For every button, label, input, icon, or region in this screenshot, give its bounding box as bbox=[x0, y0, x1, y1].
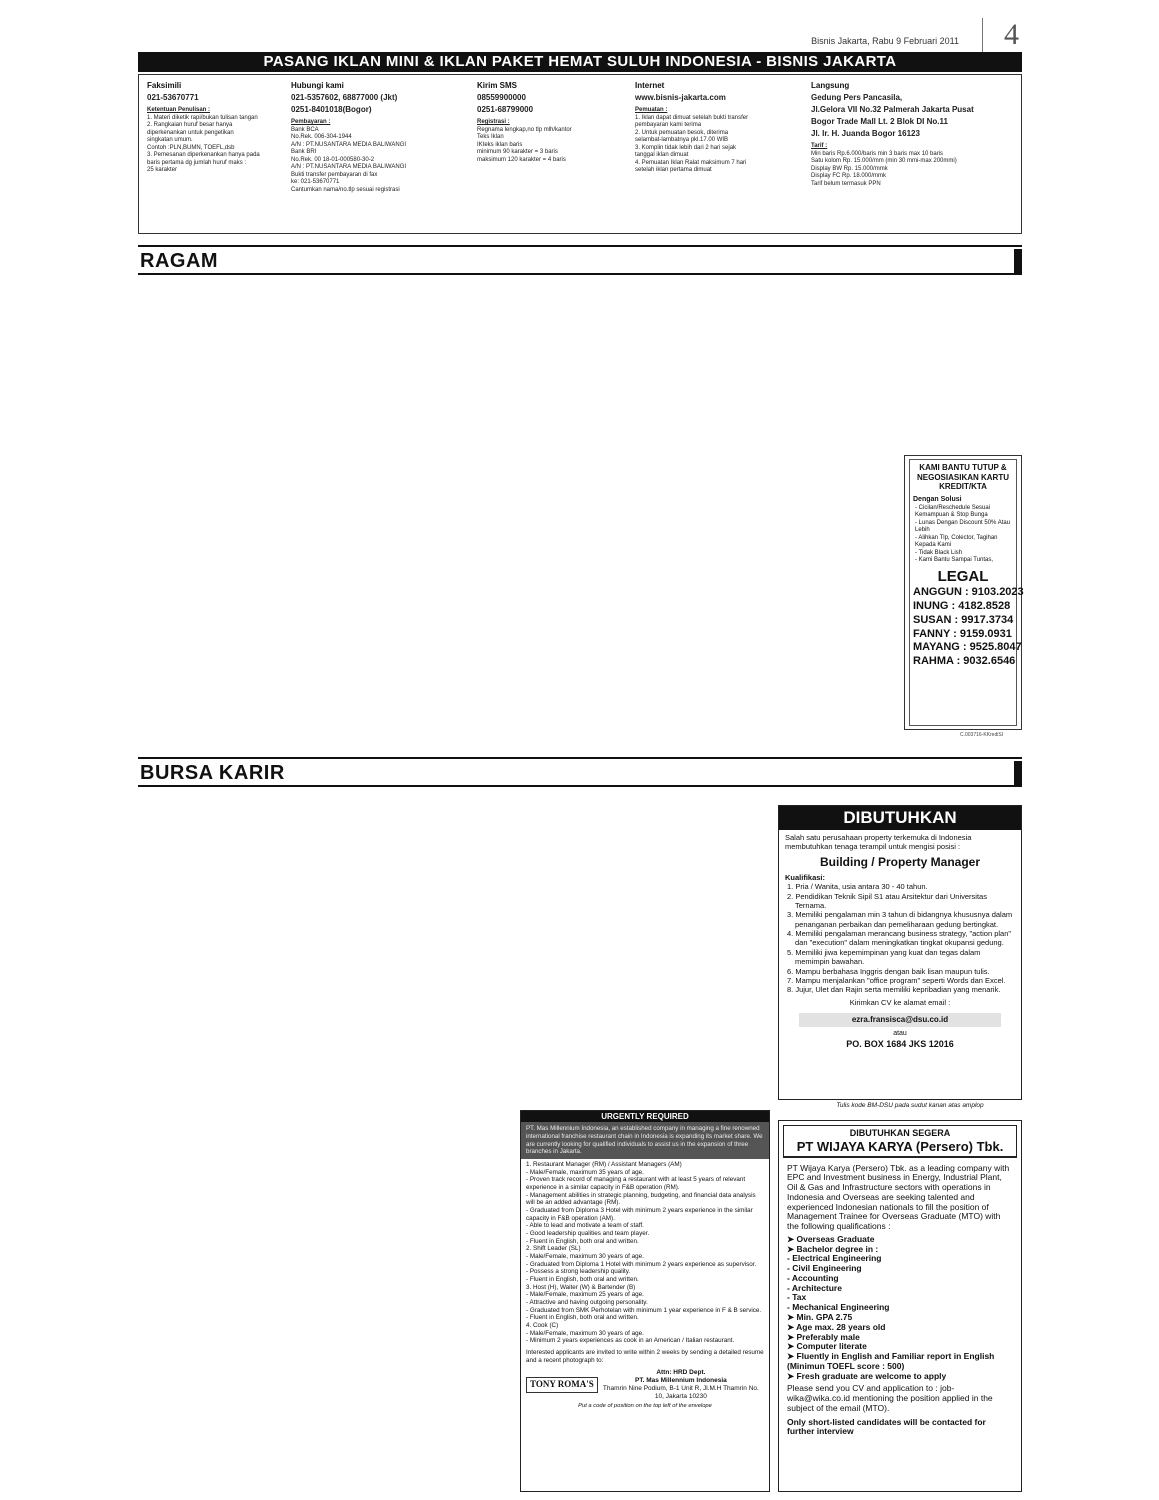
sms-rule: IKteks iklan baris bbox=[477, 141, 523, 148]
rate-line: Display FC Rp. 18.000/mmk bbox=[811, 173, 887, 179]
ragam-section-header: RAGAM bbox=[138, 245, 1022, 275]
wika-qualifications bbox=[779, 1234, 1021, 1382]
wika-ad: DIBUTUHKAN SEGERA PT WIJAYA KARYA (Persero) Tbk. PT Wijaya Karya (Persero) Tbk. as a leading company with EPC and Investment business in Energy, Industrial Plant, Oil & Gas and Infrastructure sectors with operations in Indonesia and Overseas are seeking talented and experienced Indonesian nationals to fill the position of Management Trainee for Overseas Graduate (MTO) with the following qualifications : ➤ Overseas Graduate ➤ Bachelor degree in : - Electrical Engineering - Civil Engineering - Accounting - Architecture - Tax - Mechanical Engineering ➤ Min. GPA 2.75 ➤ Age max. 28 years old ➤ Preferably male ➤ Computer literate ➤ Fluently in English and Familiar report in English (Minimun TOEFL score : 500) ➤ Fresh graduate are welcome to apply Please send you CV and application to : job-wika@wika.co.id mentioning the position applied in the subject of the email (MTO). Only short-listed candidates will be contacted for further interview bbox=[778, 1120, 1022, 1492]
urgent-restaurant-ad: URGENTLY REQUIRED PT. Mas Millennium Indonesia, an established company in managing a fine renowned international franchise restaurant chain in Indonesia is expanding its market share. We are currently looking for qualified individuals to assist us in the expansion of three branches in Jakarta. 1. Restaurant Manager (RM) / Assistant Managers (AM) - Male/Female, maximum 35 years of age. - Proven track record of managing a restaurant with at least 5 years of relevant experience in a similar capacity in F&B operation (RM). - Management abilities in strategic planning, budgeting, and financial data analysis will be an added advantage (RM). - Graduated from Diploma 3 Hotel with minimum 2 years experience in the similar capacity in F&B operation (AM). - Able to lead and motivate a team of staff. - Good leadership qualities and team player. - Fluent in English, both oral and written. 2. Shift Leader (SL) - Male/Female, maximum 30 years of age. - Graduated from Diploma 1 Hotel with minimum 2 years experience as supervisor. - Possess a strong leadership quality. - Fluent in English, both oral and written. 3. Host (H), Waiter (W) & Bartender (B) - Male/Female, maximum 25 years of age. - Attractive and having outgoing personality. - Graduated from SMK Perhotelan with minimum 1 year experience in F & B service. - Fluent in English, both oral and written. 4. Cook (C) - Male/Female, maximum 30 years of age. - Minimum 2 years experiences as cook in an American / Italian restaurant. Interested applicants are invited to write within 2 weeks by sending a detailed resume and a recent photograph to: TONY ROMA'S Attn: HRD Dept. PT. Mas Millennium Indonesia Thamrin Nine Podium, B-1 Unit R, Jl.M.H Thamrin No. 10, Jakarta 10230 Put a code of position on the top left of the envelope bbox=[520, 1110, 770, 1492]
promo-phone: SUSAN : 9917.3734 bbox=[913, 613, 1014, 626]
promo-item: - Kami Bantu Sampai Tuntas, bbox=[915, 557, 994, 564]
qualification-item: 5. Memiliki jiwa kepemimpinan yang kuat dan tegas dalam memimpin bawahan. bbox=[787, 947, 981, 967]
fax-rule: 25 karakter bbox=[147, 167, 178, 173]
payment-line: ke: 021-53670771 bbox=[291, 179, 340, 185]
rates-list bbox=[811, 151, 1019, 189]
urgent-item: - Graduated from Diploma 1 Hotel with minimum 2 years experience as supervisor. bbox=[526, 1260, 757, 1268]
fax-rule: diperkenankan untuk pengetikan bbox=[147, 129, 234, 136]
section-header-block bbox=[1014, 249, 1022, 273]
urgent-item: 3. Host (H), Waiter (W) & Bartender (B) bbox=[526, 1283, 636, 1291]
urgent-item: 2. Shift Leader (SL) bbox=[526, 1245, 581, 1253]
office-address: Jl.Gelora VII No.32 Palmerah Jakarta Pusat bbox=[811, 105, 974, 114]
website-link[interactable]: www.bisnis-jakarta.com bbox=[635, 93, 726, 102]
wika-item: ➤ Fresh graduate are welcome to apply bbox=[787, 1370, 947, 1381]
credit-card-promo: KAMI BANTU TUTUP & NEGOSIASIKAN KARTU KREDIT/KTA Dengan Solusi - Cicilan/Reschedule Sesuai Kemampuan & Stop Bunga - Lunas Dengan Discount 50% Atau Lebih - Alihkan Tlp, Colector, Tagihan Kepada Kami - Tidak Black Lish - Kami Bantu Sampai Tuntas, LEGAL ANGGUN : 9103.2023 INUNG : 4182.8528 SUSAN : 9917.3734 FANNY : 9159.0931 MAYANG : 9525.8047 RAHMA : 9032.6546 bbox=[904, 455, 1022, 730]
urgent-item: - Fluent in English, both oral and written. bbox=[526, 1276, 639, 1284]
envelope-note: Tulis kode BM-DSU pada sudut kanan atas amplop bbox=[836, 1102, 984, 1109]
payment-line: Bank BRI bbox=[291, 149, 317, 155]
payment-line: Bukti transfer pembayaran di fax bbox=[291, 171, 378, 178]
promo-phone: ANGGUN : 9103.2023 bbox=[913, 586, 1024, 599]
sms-rule: maksimum 120 karakter = 4 baris bbox=[477, 156, 566, 163]
internet-rule: selambat-lambatnya pkl.17.00 WIB bbox=[635, 137, 729, 143]
urgent-item: - Graduated from SMK Perhotelan with minimum 1 year experience in F & B service. bbox=[526, 1306, 762, 1314]
urgent-position-list bbox=[521, 1159, 769, 1347]
internet-rule: tanggal iklan dimuat bbox=[635, 152, 689, 158]
urgent-item: - Fluent in English, both oral and written. bbox=[526, 1314, 639, 1322]
payment-line: A/N : PT.NUSANTARA MEDIA BALIWANGI bbox=[291, 141, 407, 148]
wika-item: ➤ Overseas Graduate bbox=[787, 1233, 875, 1244]
masthead-divider bbox=[982, 18, 983, 52]
qualification-item: 4. Memiliki pengalaman merancang business strategy, "action plan" dan "execution" dalam meningkatkan tingkat okupansi gedung. bbox=[787, 929, 1012, 948]
wika-item: ➤ Bachelor degree in : bbox=[787, 1243, 879, 1254]
fax-rule: Contoh :PLN,BUMN, TOEFL,dsb bbox=[147, 144, 235, 151]
rate-line: Satu kolom Rp. 15.000/mm (min 30 mmi-max 200mmi) bbox=[811, 158, 957, 164]
promo-phone-list bbox=[913, 586, 1024, 669]
payment-line: A/N : PT.NUSANTARA MEDIA BALIWANGI bbox=[291, 164, 407, 170]
wika-item: - Civil Engineering bbox=[787, 1263, 862, 1274]
internet-rule: pembayaran kami terima bbox=[635, 122, 702, 128]
wika-item: - Accounting bbox=[787, 1272, 839, 1283]
email-address[interactable]: ezra.fransisca@dsu.co.id bbox=[799, 1013, 1001, 1027]
promo-phone: MAYANG : 9525.8047 bbox=[913, 641, 1022, 654]
wika-item: ➤ Min. GPA 2.75 bbox=[787, 1311, 853, 1322]
urgent-item: - Fluent in English, both oral and written. bbox=[526, 1237, 639, 1245]
urgent-item: - Good leadership qualities and team player. bbox=[526, 1230, 650, 1238]
rate-line: Display BW Rp. 15.000/mmk bbox=[811, 165, 888, 172]
sms-number: 08559900000 bbox=[477, 93, 526, 102]
internet-rules bbox=[635, 115, 805, 175]
urgent-item: - Proven track record of managing a restaurant with at least 5 years of relevant experience in a similar capacity in F&B operation (RM). bbox=[526, 1176, 746, 1192]
qualification-item: 2. Pendidikan Teknik Sipil S1 atau Arsitektur dari Universitas Ternama. bbox=[787, 891, 987, 910]
property-manager-ad: DIBUTUHKAN Salah satu perusahaan property terkemuka di Indonesia membutuhkan tenaga terampil untuk mengisi posisi : Building / Property Manager Kualifikasi: 1. Pria / Wanita, usia antara 30 - 40 tahun. 2. Pendidikan Teknik Sipil S1 atau Arsitektur dari Universitas Ternama. 3. Memiliki pengalaman min 3 tahun di bidangnya khususnya dalam penanganan perbaikan dan pemeliharaan gedung bertingkat. 4. Memiliki pengalaman merancang business strategy, "action plan" dan "execution" dalam meningkatkan tingkat okupansi gedung. 5. Memiliki jiwa kepemimpinan yang kuat dan tegas dalam memimpin bawahan. 6. Mampu berbahasa Inggris dengan baik lisan maupun tulis. 7. Mampu menjalankan "office program" seperti Words dan Excel. 8. Jujur, Ulet dan Rajin serta memiliki kepribadian yang menarik. Kirimkan CV ke alamat email : ezra.fransisca@dsu.co.id atau PO. BOX 1684 JKS 12016 bbox=[778, 805, 1022, 1100]
phone-number: 0251-8401018(Bogor) bbox=[291, 105, 372, 114]
sms-rule: minimum 90 karakter = 3 baris bbox=[477, 149, 558, 155]
payment-line: Bank BCA bbox=[291, 126, 319, 133]
phone-info: Hubungi kami 021-5357602, 68877000 (Jkt) 0251-8401018(Bogor) Pembayaran : Bank BCA No.Rek. 006-304-1944 A/N : PT.NUSANTARA MEDIA BALIWANGI Bank BRI No.Rek. 00 18-01-000580-30-2 A/N : PT.NUSANTARA MEDIA BALIWANGI Bukti transfer pembayaran di fax ke: 021-53670771 Cantumkan nama/no.tlp sesuai registrasi bbox=[291, 81, 471, 194]
office-address: Gedung Pers Pancasila, bbox=[811, 93, 903, 102]
urgent-item: - Male/Female, maximum 35 years of age. bbox=[526, 1168, 644, 1176]
internet-rule: 2. Untuk pemuatan besok, diterima bbox=[635, 129, 729, 136]
fax-rule: 1. Materi diketik rapi/bukan tulisan tangan bbox=[147, 114, 258, 121]
urgent-item: - Graduated from Diploma 3 Hotel with minimum 2 years experience in the similar capacity in F&B operation (AM). bbox=[526, 1207, 753, 1222]
urgent-item: - Minimum 2 years experiences as cook in an American / Italian restaurant. bbox=[526, 1337, 735, 1345]
sms-numbers bbox=[477, 93, 627, 115]
wika-item: - Tax bbox=[787, 1292, 807, 1303]
urgent-item: - Male/Female, maximum 30 years of age. bbox=[526, 1253, 644, 1261]
promo-item: - Alihkan Tlp, Colector, Tagihan Kepada Kami bbox=[915, 534, 998, 549]
urgent-item: - Able to lead and motivate a team of staff. bbox=[526, 1222, 644, 1230]
urgent-item: - Management abilities in strategic planning, budgeting, and financial data analysis will be an added advantage (RM). bbox=[526, 1191, 756, 1207]
rate-line: Min baris Rp.6.000/baris min 3 baris max 10 baris bbox=[811, 150, 944, 157]
promo-phone: RAHMA : 9032.6546 bbox=[913, 655, 1016, 668]
internet-rule: 4. Pemuatan Iklan Ralat maksimum 7 hari bbox=[635, 159, 747, 166]
sms-info: Kirim SMS 08559900000 0251-68799000 Registrasi : Regnama lengkap,no tlp mlh/kantor Teks Iklan IKteks iklan baris minimum 90 karakter = 3 baris maksimum 120 karakter = 4 baris bbox=[477, 81, 627, 164]
payment-line: Cantumkan nama/no.tlp sesuai registrasi bbox=[291, 186, 400, 193]
urgent-item: 1. Restaurant Manager (RM) / Assistant Managers (AM) bbox=[526, 1161, 682, 1168]
fax-info: Faksimili 021-53670771 Ketentuan Penulisan : 1. Materi diketik rapi/bukan tulisan tangan 2. Rangkaian huruf besar hanya diperkenankan untuk pengetikan singkatan umum. Contoh :PLN,BUMN, TOEFL,dsb 3. Pemesanan diperkenankan hanya pada baris pertama dg jumlah huruf maks : 25 karakter bbox=[147, 81, 287, 175]
section-header-block bbox=[1014, 761, 1022, 785]
karir-section-header: BURSA KARIR bbox=[138, 757, 1022, 787]
page-number: 4 bbox=[1004, 18, 1019, 51]
qualification-item: 6. Mampu berbahasa Inggris dengan baik lisan maupun tulis. bbox=[787, 966, 990, 976]
fax-rules-list bbox=[147, 115, 287, 175]
sms-registration bbox=[477, 127, 627, 165]
qualification-list bbox=[779, 882, 1021, 995]
internet-rule: setelah iklan pertama dimuat bbox=[635, 167, 712, 173]
ads-banner: PASANG IKLAN MINI & IKLAN PAKET HEMAT SULUH INDONESIA - BISNIS JAKARTA bbox=[138, 52, 1022, 72]
wika-item: - Architecture bbox=[787, 1282, 842, 1293]
urgent-item: - Attractive and having outgoing personality. bbox=[526, 1299, 648, 1307]
rate-line: Tarif belum termasuk PPN bbox=[811, 180, 881, 187]
payment-info bbox=[291, 127, 471, 195]
urgent-item: 4. Cook (C) bbox=[526, 1322, 559, 1330]
urgent-item: - Male/Female, maximum 25 years of age. bbox=[526, 1291, 644, 1299]
internet-rule: 1. Iklan dapat dimuat setelah bukti transfer bbox=[635, 114, 749, 121]
wika-item: ➤ Age max. 28 years old bbox=[787, 1321, 886, 1332]
promo-solutions bbox=[913, 505, 1013, 565]
promo-phone: INUNG : 4182.8528 bbox=[913, 600, 1011, 613]
wika-item: - Electrical Engineering bbox=[787, 1253, 882, 1264]
wika-item: - Mechanical Engineering bbox=[787, 1302, 890, 1313]
qualification-item: 3. Memiliki pengalaman min 3 tahun di bidangnya khususnya dalam penanganan perbaikan dan pemeliharaan gedung bertingkat. bbox=[787, 910, 1013, 929]
sms-rule: Regnama lengkap,no tlp mlh/kantor bbox=[477, 126, 572, 133]
qualification-item: 7. Mampu menjalankan "office program" seperti Words dan Excel. bbox=[787, 975, 1006, 985]
urgent-item: - Male/Female, maximum 30 years of age. bbox=[526, 1329, 644, 1337]
payment-line: No.Rek. 00 18-01-000580-30-2 bbox=[291, 156, 375, 163]
office-address: Jl. Ir. H. Juanda Bogor 16123 bbox=[811, 129, 920, 138]
ordering-info-box bbox=[138, 74, 1022, 234]
internet-rule: 3. Komplin tidak lebih dari 2 hari sejak bbox=[635, 144, 737, 151]
promo-item: - Tidak Black Lish bbox=[915, 549, 963, 556]
sms-number: 0251-68799000 bbox=[477, 105, 534, 114]
phone-numbers bbox=[291, 93, 471, 115]
fax-rule: baris pertama dg jumlah huruf maks : bbox=[147, 159, 247, 166]
issue-date: Bisnis Jakarta, Rabu 9 Februari 2011 bbox=[811, 36, 959, 46]
tony-romas-logo: TONY ROMA'S bbox=[526, 1377, 598, 1392]
promo-item: - Lunas Dengan Discount 50% Atau Lebih bbox=[915, 519, 1011, 534]
office-address: Bogor Trade Mall Lt. 2 Blok DI No.11 bbox=[811, 117, 948, 126]
fax-rule: 2. Rangkaian huruf besar hanya bbox=[147, 122, 233, 128]
internet-info: Internet www.bisnis-jakarta.com Pemuatan : 1. Iklan dapat dimuat setelah bukti transfer pembayaran kami terima 2. Untuk pemuatan besok, diterima selambat-lambatnya pkl.17.00 WIB 3. Komplin tidak lebih dari 2 hari sejak tanggal iklan dimuat 4. Pemuatan Iklan Ralat maksimum 7 hari setelah iklan pertama dimuat bbox=[635, 81, 805, 175]
promo-code: C.003716-KKrediSI bbox=[960, 732, 1004, 738]
qualification-item: 1. Pria / Wanita, usia antara 30 - 40 tahun. bbox=[787, 882, 928, 892]
masthead bbox=[0, 14, 1159, 50]
urgent-item: - Possess a strong leadership quality. bbox=[526, 1268, 631, 1276]
office-addresses bbox=[811, 93, 1019, 139]
promo-item: - Cicilan/Reschedule Sesuai Kemampuan & Stop Bunga bbox=[915, 504, 991, 519]
fax-rule: singkatan umum. bbox=[147, 137, 193, 143]
qualification-item: 8. Jujur, Ulet dan Rajin serta memiliki kepribadian yang menarik. bbox=[787, 985, 1001, 995]
direct-info: Langsung Gedung Pers Pancasila, Jl.Gelora VII No.32 Palmerah Jakarta Pusat Bogor Trade Mall Lt. 2 Blok DI No.11 Jl. Ir. H. Juanda Bogor 16123 Tarif : Min baris Rp.6.000/baris min 3 baris max 10 baris Satu kolom Rp. 15.000/mm (min 30 mmi-max 200mmi) Display BW Rp. 15.000/mmk Display FC Rp. 18.000/mmk Tarif belum termasuk PPN bbox=[811, 81, 1019, 188]
wika-item: ➤ Preferably male bbox=[787, 1331, 860, 1342]
fax-rule: 3. Pemesanan diperkenankan hanya pada bbox=[147, 152, 260, 158]
sms-rule: Teks Iklan bbox=[477, 134, 504, 140]
phone-number: 021-5357602, 68877000 (Jkt) bbox=[291, 93, 398, 102]
wika-item: ➤ Computer literate bbox=[787, 1341, 867, 1352]
promo-phone: FANNY : 9159.0931 bbox=[913, 627, 1012, 640]
wika-item: ➤ Fluently in English and Familiar report in English (Minimun TOEFL score : 500) bbox=[787, 1351, 995, 1371]
payment-line: No.Rek. 006-304-1944 bbox=[291, 134, 352, 140]
